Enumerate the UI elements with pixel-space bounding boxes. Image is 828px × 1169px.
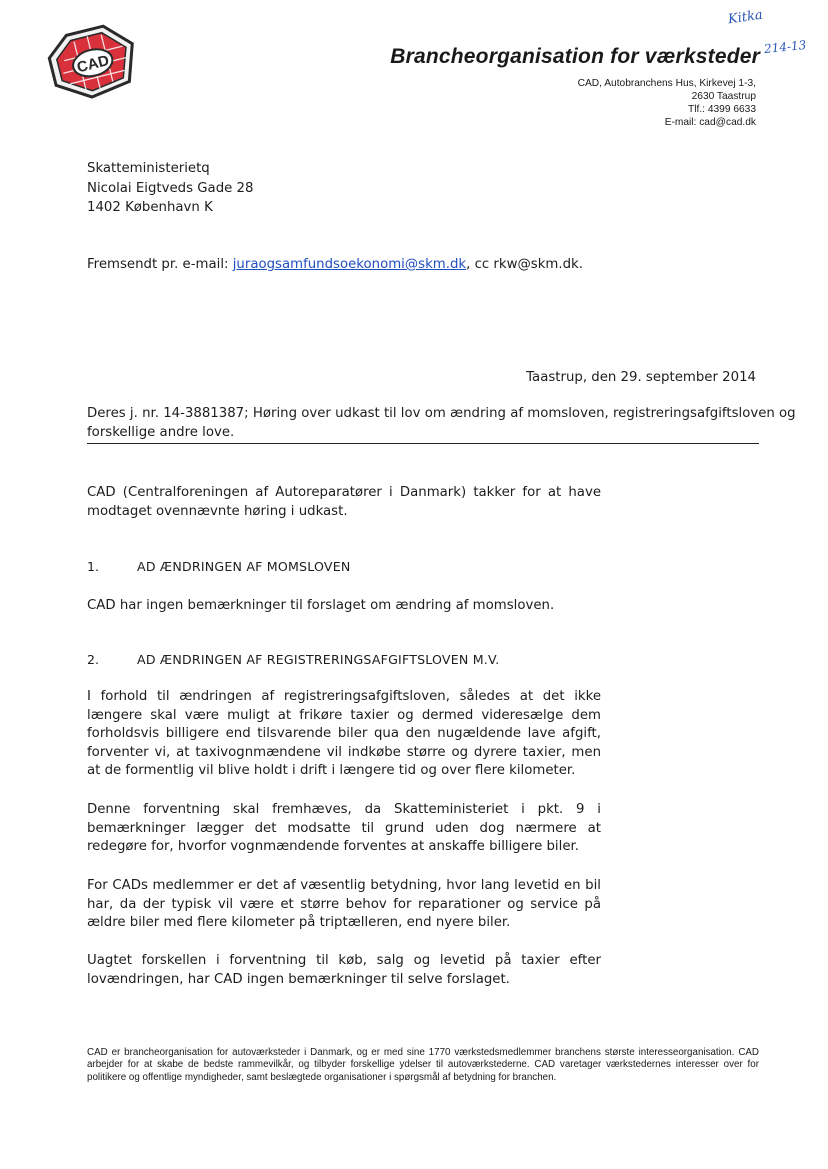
section-paragraph: For CADs medlemmer er det af væsentlig betydning, hvor lang levetid en bil har, da der typisk vil være et større behov for reparationer og service på ældre biler med flere kilometer på triptælleren, end nyere biler.: [87, 878, 601, 931]
email-line: E-mail: cad@cad.dk: [664, 117, 756, 128]
footer-note: CAD er brancheorganisation for autoværksteder i Danmark, og er med sine 1770 værkstedsmedlemmer branchens største interesseorganisation. CAD arbejder for at skabe de bedste rammevilkår, og tilbyder forskellige ydelser til autoværkstederne. CAD varetager værkstedernes interesser over for politikere og offentlige myndigheder, samt beslægtede organisationer i spørgsmål af betydning for branchen.: [87, 1047, 759, 1083]
address-line: 2630 Taastrup: [691, 91, 756, 102]
subject-line: forskellige andre love.: [87, 425, 235, 440]
address-line: CAD, Autobranchens Hus, Kirkevej 1-3,: [577, 78, 756, 89]
recipient-name: Skatteministerietq: [87, 161, 210, 176]
sent-prefix: Fremsendt pr. e-mail:: [87, 257, 233, 272]
intro-paragraph: CAD (Centralforeningen af Autoreparatører i Danmark) takker for at have modtaget ovennævnte høring i udkast.: [87, 485, 601, 519]
section-paragraph: Uagtet forskellen i forventning til køb, salg og levetid på taxier efter lovændringen, har CAD ingen bemærkninger til selve forslaget.: [87, 953, 601, 987]
subject-line: Deres j. nr. 14-3881387; Høring over udkast til lov om ændring af momsloven, registreringsafgiftsloven og: [87, 406, 796, 421]
letter-date: Taastrup, den 29. september 2014: [526, 370, 756, 385]
logo-text: CAD: [75, 52, 111, 77]
recipient-city: 1402 København K: [87, 200, 213, 215]
handwritten-note: Kitka: [727, 7, 764, 28]
sent-by-email-line: [87, 257, 583, 272]
section-number: 2.: [87, 652, 100, 667]
email-link[interactable]: juraogsamfundsoekonomi@skm.dk: [232, 257, 467, 272]
subject-divider: [87, 443, 759, 444]
section-paragraph: I forhold til ændringen af registreringsafgiftsloven, således at det ikke længere skal være muligt at frikøre taxier og dermed videresælge dem forholdsvis billigere end tilsvarende biler qua den nugældende lave afgift, forventer vi, at taxivognmændene vil indkøbe større og dyrere taxier, men at de formentlig vil blive holdt i drift i længere tid og over flere kilometer.: [87, 689, 601, 779]
handwritten-note: 214-13: [763, 37, 807, 57]
cad-logo: [44, 24, 140, 102]
phone-line: Tlf.: 4399 6633: [688, 104, 756, 115]
recipient-street: Nicolai Eigtveds Gade 28: [87, 181, 254, 196]
section-heading: AD ÆNDRINGEN AF MOMSLOVEN: [137, 559, 351, 574]
section-paragraph: CAD har ingen bemærkninger til forslaget om ændring af momsloven.: [87, 598, 555, 613]
sent-suffix: , cc rkw@skm.dk.: [466, 257, 583, 272]
section-heading: AD ÆNDRINGEN AF REGISTRERINGSAFGIFTSLOVEN M.V.: [137, 652, 500, 667]
organization-name: Brancheorganisation for værksteder: [390, 45, 760, 68]
section-number: 1.: [87, 559, 100, 574]
section-paragraph: Denne forventning skal fremhæves, da Skatteministeriet i pkt. 9 i bemærkninger lægger det modsatte til grund uden dog nærmere at redegøre for, hvorfor vognmændende forventes at anskaffe billigere biler.: [87, 802, 601, 855]
